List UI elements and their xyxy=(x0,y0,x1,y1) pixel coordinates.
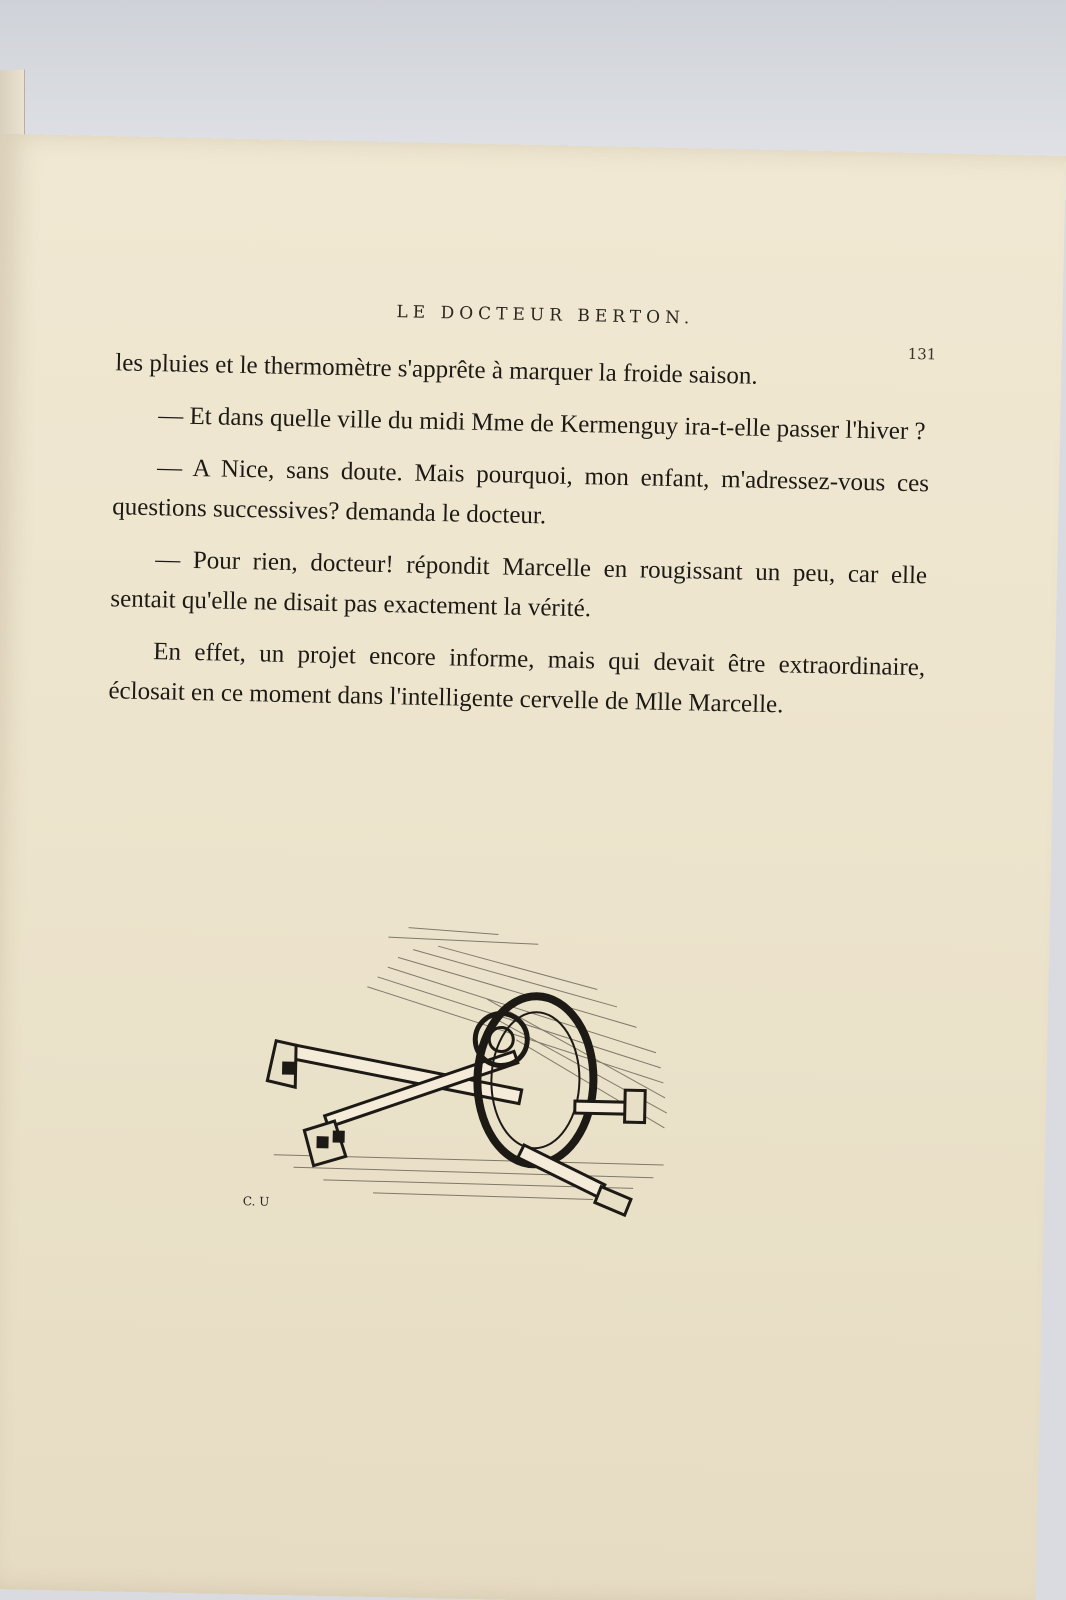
key-three xyxy=(517,1088,646,1216)
body-text xyxy=(108,343,932,740)
book-page xyxy=(0,134,1066,1600)
paragraph: En effet, un projet encore informe, mais qui devait être extraordinaire, éclosait en ce moment dans l'intelligente cervelle de Mlle Marcelle. xyxy=(108,638,926,719)
keys-engraving-icon xyxy=(232,894,689,1233)
running-head: LE DOCTEUR BERTON. xyxy=(396,302,695,329)
paragraph: — Et dans quelle ville du midi Mme de Kermenguy ira-t-elle passer l'hiver ? xyxy=(157,402,926,446)
paragraph: les pluies et le thermomètre s'apprête à marquer la froide saison. xyxy=(115,349,758,390)
key-ring xyxy=(473,995,595,1165)
keys-illustration xyxy=(232,894,689,1233)
page-number: 131 xyxy=(907,344,937,364)
page-content xyxy=(0,134,1066,1600)
paragraph: — Pour rien, docteur! répondit Marcelle en rougissant un peu, car elle sentait qu'elle ne disait pas exactement la vérité. xyxy=(110,546,928,623)
paragraph: — A Nice, sans doute. Mais pourquoi, mon enfant, m'adressez-vous ces questions successives? demanda le docteur. xyxy=(112,454,930,530)
illustration-signature: C. U xyxy=(242,1194,270,1209)
